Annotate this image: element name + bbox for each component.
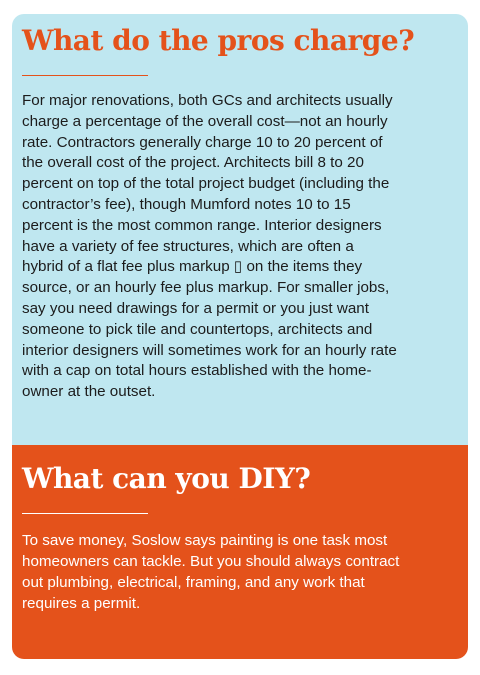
pros-body-line: charge a percentage of the overall cost—not an hourly — [22, 112, 388, 130]
pros-body-line: say you need drawings for a permit or you just want — [22, 299, 369, 317]
pros-body-line: percent on top of the total project budget (including the — [22, 175, 390, 193]
pros-heading-divider — [22, 75, 148, 76]
pros-body-line: For major renovations, both GCs and architects usually — [22, 92, 393, 109]
diy-heading-divider — [22, 513, 148, 514]
pros-body-line: owner at the outset. — [22, 383, 156, 401]
diy-body-line: homeowners can tackle. But you should always contract — [22, 553, 400, 570]
diy-section-heading: What can you DIY? — [22, 462, 311, 495]
pros-body-line: someone to pick tile and countertops, architects and — [22, 320, 373, 338]
diy-body-line: To save money, Soslow says painting is one task most — [22, 532, 388, 549]
pros-body-line: have a variety of fee structures, which are often a — [22, 237, 354, 255]
pros-section-heading: What do the pros charge? — [22, 24, 415, 57]
diy-body-line: requires a permit. — [22, 595, 141, 612]
pros-body-line: the overall cost of the project. Architects bill 8 to 20 — [22, 154, 364, 172]
pros-body-line: percent is the most common range. Interior designers — [22, 216, 382, 234]
pros-body-line: hybrid of a flat fee plus markup ▯ on the items they — [22, 258, 363, 276]
pros-section-body — [22, 91, 434, 403]
pros-body-line: source, or an hourly fee plus markup. For smaller jobs, — [22, 279, 390, 297]
diy-body-line: out plumbing, electrical, framing, and any work that — [22, 574, 365, 591]
pros-body-line: interior designers will sometimes work for an hourly rate — [22, 341, 397, 359]
pros-body-line: contractor’s fee), though Mumford notes 10 to 15 — [22, 195, 351, 213]
pros-body-line: rate. Contractors generally charge 10 to 20 percent of — [22, 133, 383, 151]
pros-body-line: with a cap on total hours established with the home- — [22, 362, 372, 380]
diy-section-body — [22, 530, 434, 614]
